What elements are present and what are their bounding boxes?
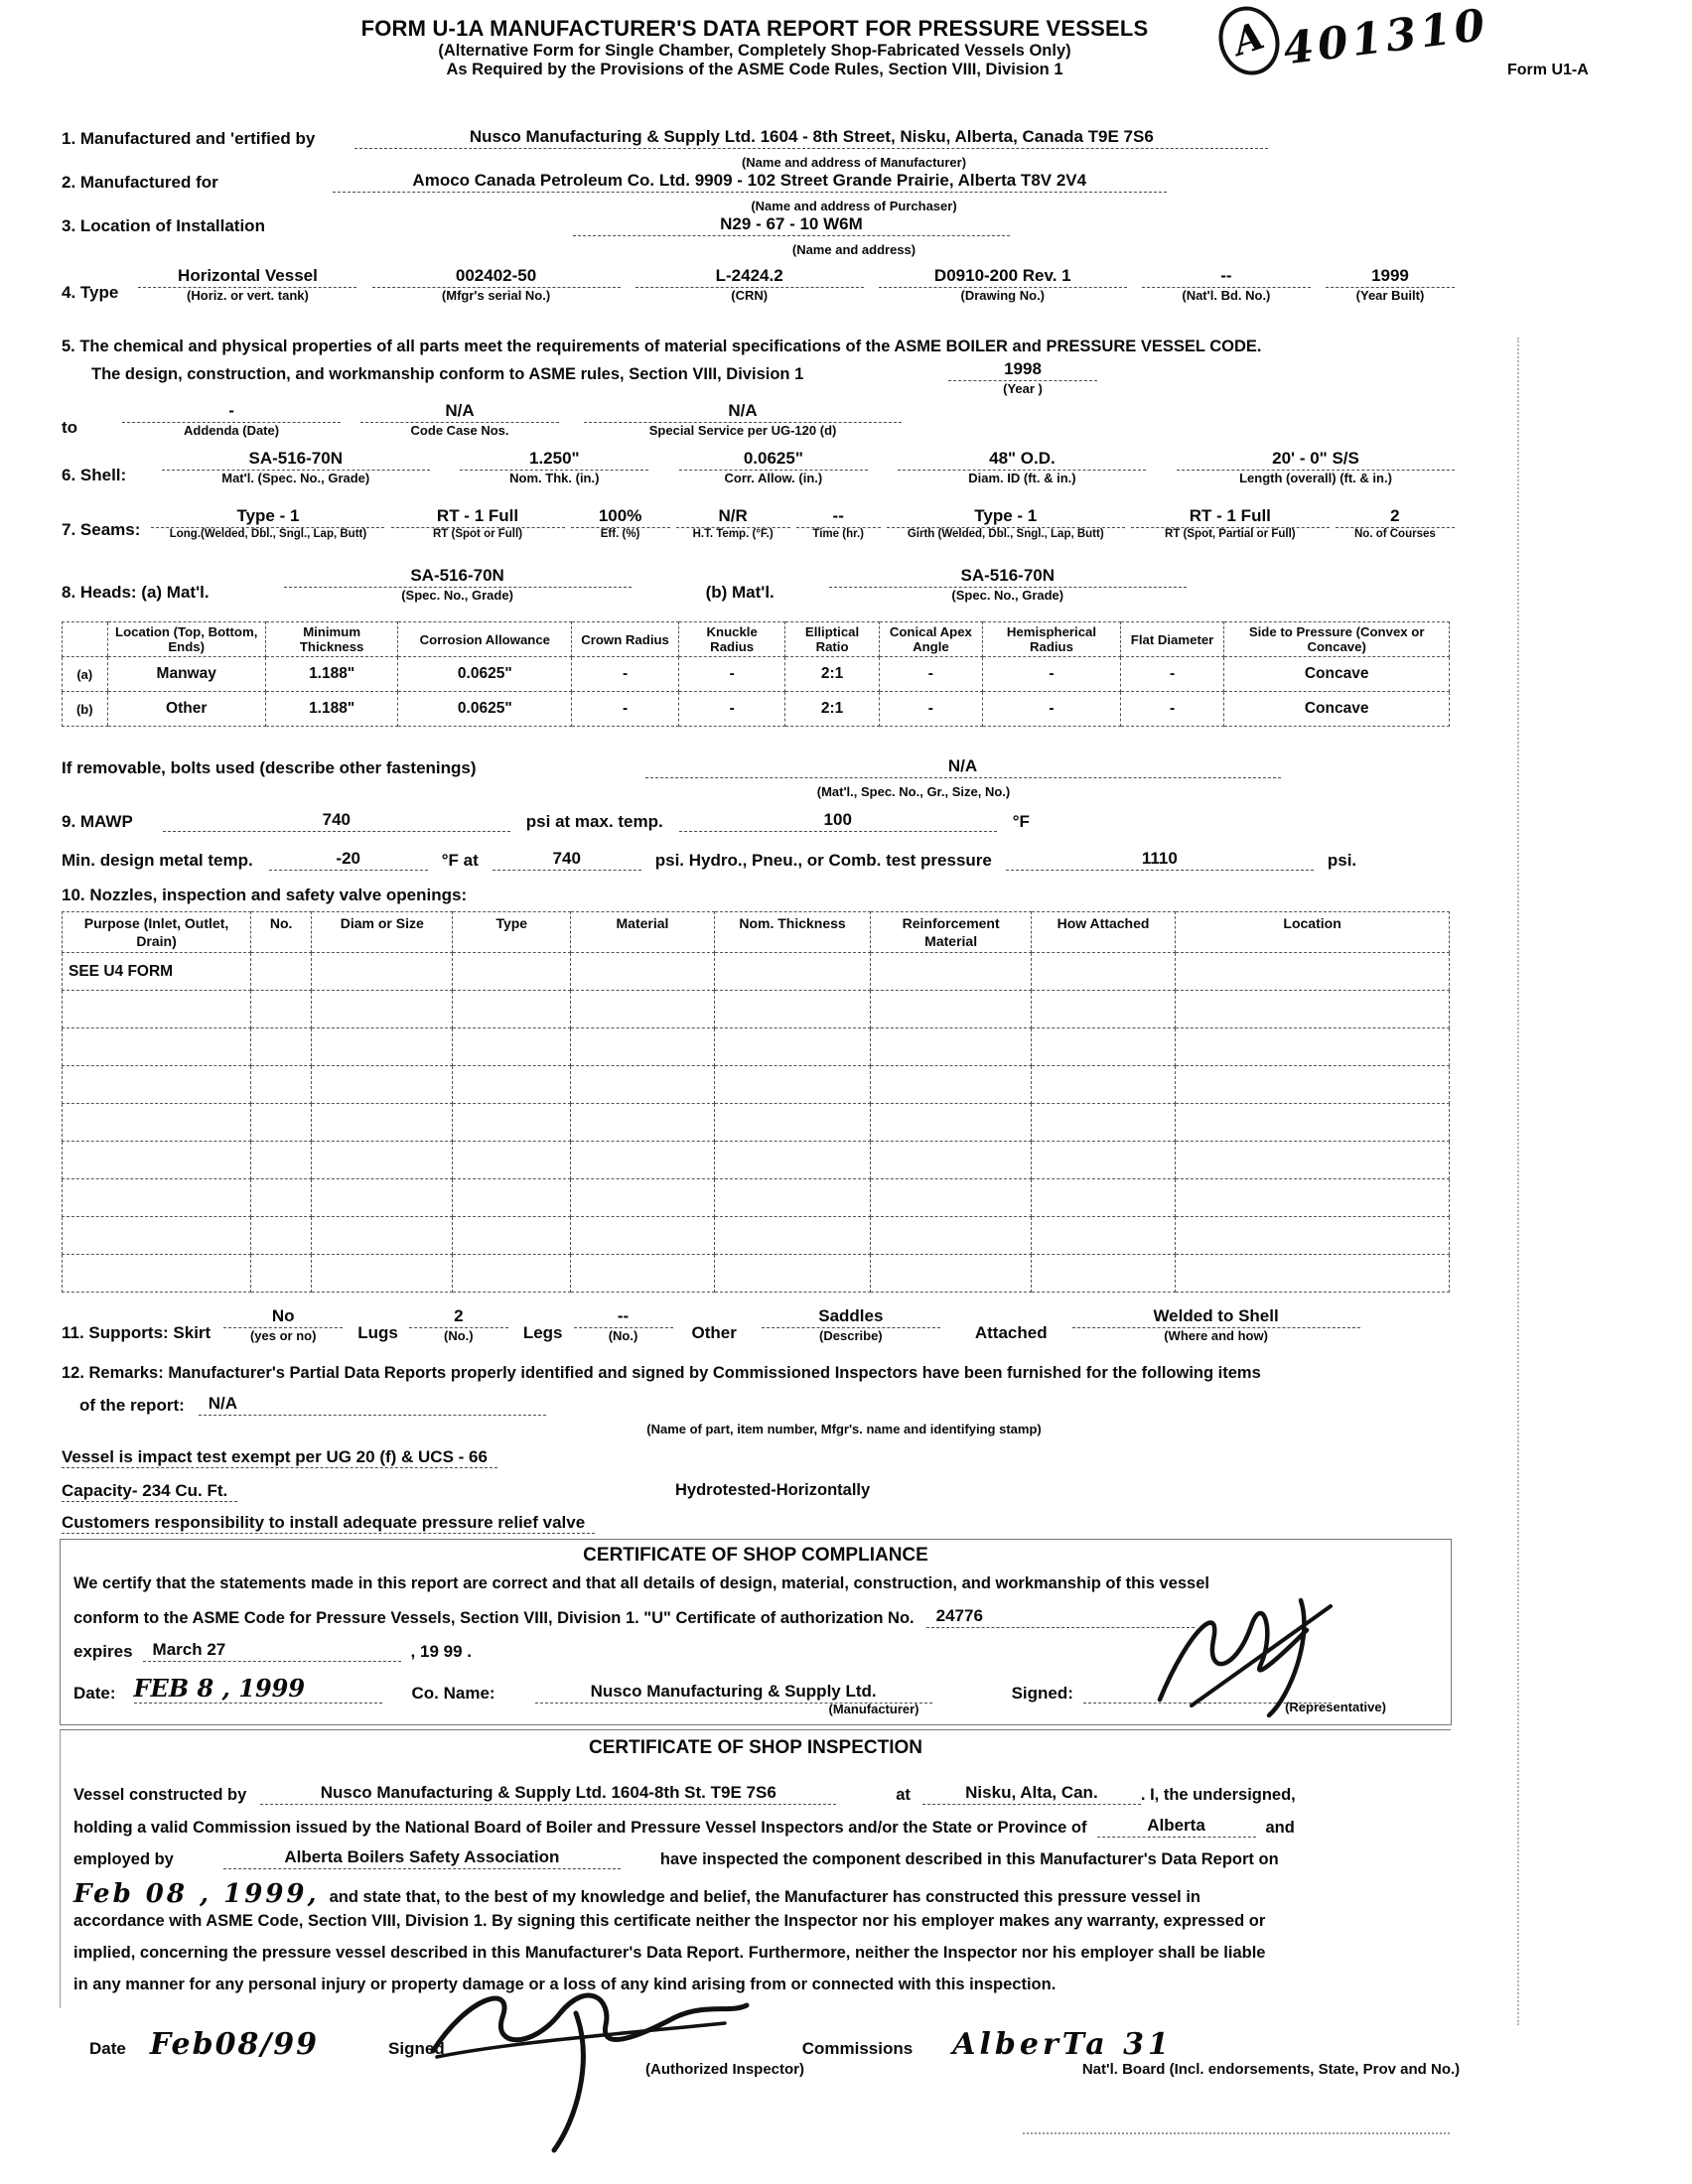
nozzle-empty-cell bbox=[1031, 1142, 1175, 1179]
nozzle-empty-cell bbox=[453, 1066, 571, 1104]
nozzle-empty-cell bbox=[251, 1142, 312, 1179]
nozzle-empty-cell bbox=[453, 1028, 571, 1066]
nozzle-empty-cell bbox=[63, 1217, 251, 1255]
item12-caption: (Name of part, item number, Mfgr's. name and identifying stamp) bbox=[646, 1422, 1042, 1436]
supports-lugs: 2 (No.) bbox=[414, 1306, 503, 1343]
nozzle-empty-cell bbox=[571, 1255, 714, 1293]
employed-by-label: employed by bbox=[73, 1850, 174, 1868]
nozzle-empty-cell bbox=[63, 1179, 251, 1217]
nozzle-empty-cell bbox=[1176, 1255, 1450, 1293]
nozzle-empty-cell bbox=[714, 1179, 871, 1217]
item9-row1 bbox=[62, 810, 1450, 832]
nozzle-empty-cell bbox=[63, 1066, 251, 1104]
item5-line3 bbox=[62, 401, 935, 438]
nozzle-empty-cell bbox=[1031, 1066, 1175, 1104]
nozzle-empty-cell bbox=[312, 1104, 453, 1142]
nozzle-empty-cell bbox=[1031, 1179, 1175, 1217]
constructed-by-label: Vessel constructed by bbox=[73, 1786, 247, 1804]
expires-label: expires bbox=[73, 1642, 133, 1661]
compliance-title: CERTIFICATE OF SHOP COMPLIANCE bbox=[583, 1545, 928, 1566]
state-that-text: and state that, to the best of my knowledge and belief, the Manufacturer has constructed this pressure vessel in bbox=[329, 1888, 1201, 1906]
item6-row bbox=[62, 449, 1450, 485]
nozzle-row-9 bbox=[63, 1255, 1450, 1293]
item6-length: 20' - 0" S/S Length (overall) (ft. & in.) bbox=[1182, 449, 1450, 485]
inspection-line6: implied, concerning the pressure vessel described in this Manufacturer's Data Report. Furthermore, neither the Inspector nor his employer shall be liable bbox=[73, 1944, 1266, 1962]
inspection-signed-label: Signed bbox=[388, 2039, 445, 2058]
item6-label: 6. Shell: bbox=[62, 466, 127, 484]
nozzle-empty-cell bbox=[63, 1255, 251, 1293]
nozzle-empty-cell bbox=[312, 1255, 453, 1293]
nozzle-empty-cell bbox=[453, 1217, 571, 1255]
remark-impact: Vessel is impact test exempt per UG 20 (f) & UCS - 66 bbox=[62, 1447, 497, 1467]
item4-drawing: D0910-200 Rev. 1 (Drawing No.) bbox=[884, 266, 1122, 303]
scan-vertical-guide bbox=[1517, 338, 1519, 2025]
nozzle-empty-cell bbox=[63, 991, 251, 1028]
nozzle-empty-cell bbox=[871, 1028, 1032, 1066]
compliance-date-label: Date: bbox=[73, 1684, 116, 1703]
nozzle-empty-cell bbox=[312, 1217, 453, 1255]
nozzle-empty-cell bbox=[453, 1142, 571, 1179]
item8-b: SA-516-70N (Spec. No., Grade) bbox=[834, 566, 1182, 603]
item3-caption: (Name and address) bbox=[791, 242, 916, 257]
stamp-circled-letter: A bbox=[1210, 0, 1289, 83]
nozzles-table bbox=[62, 911, 1450, 1293]
nozzle-empty-cell bbox=[63, 1028, 251, 1066]
nozzle-empty-cell bbox=[1031, 991, 1175, 1028]
nozzle-row-3 bbox=[63, 1028, 1450, 1066]
test-pressure-value: 1110 bbox=[1006, 849, 1314, 871]
mawp-unit: °F bbox=[1012, 812, 1030, 831]
compliance-signature bbox=[1152, 1588, 1380, 1717]
nozzle-empty-cell bbox=[251, 1217, 312, 1255]
inspection-title: CERTIFICATE OF SHOP INSPECTION bbox=[588, 1737, 923, 1758]
nozzle-empty-cell bbox=[871, 991, 1032, 1028]
commissions-value: AlberTa 31 bbox=[952, 2027, 1173, 2062]
undersigned-text: . I, the undersigned, bbox=[1140, 1786, 1296, 1804]
item5-special: N/A Special Service per UG-120 (d) bbox=[579, 401, 907, 438]
mawp-mid: psi at max. temp. bbox=[525, 812, 663, 831]
commission-text: holding a valid Commission issued by the National Board of Boiler and Pressure Vessel Inspectors and/or the State or Province of bbox=[73, 1819, 1087, 1837]
nozzle-empty-cell bbox=[1176, 1179, 1450, 1217]
nozzle-empty-cell bbox=[871, 1255, 1032, 1293]
nozzle-row-5 bbox=[63, 1104, 1450, 1142]
nozzle-empty-cell bbox=[251, 1066, 312, 1104]
inspection-line3 bbox=[73, 1847, 1450, 1869]
nozzle-empty-cell bbox=[571, 1028, 714, 1066]
form-subtitle-1: (Alternative Form for Single Chamber, Completely Shop-Fabricated Vessels Only) bbox=[438, 42, 1071, 60]
item7-rt2: RT - 1 Full RT (Spot, Partial or Full) bbox=[1136, 506, 1325, 540]
nozzle-empty-cell bbox=[1031, 1217, 1175, 1255]
item4-label: 4. Type bbox=[62, 283, 119, 302]
nozzle-empty-cell bbox=[1031, 1255, 1175, 1293]
nozzle-empty-cell bbox=[714, 1028, 871, 1066]
item2-value: Amoco Canada Petroleum Co. Ltd. 9909 - 102 Street Grande Prairie, Alberta T8V 2V4 bbox=[333, 171, 1167, 193]
at-value: Nisku, Alta, Can. bbox=[922, 1783, 1141, 1805]
mdmt-value: -20 bbox=[269, 849, 428, 871]
nozzle-empty-cell bbox=[63, 1142, 251, 1179]
item7-label: 7. Seams: bbox=[62, 520, 141, 539]
heads-row-a: (a) Manway 1.188" 0.0625" - - 2:1 - - - Concave bbox=[63, 657, 1450, 692]
item5-line1: 5. The chemical and physical properties of all parts meet the requirements of material specifications of the ASME BOILER and PRESSURE VESSEL CODE. bbox=[62, 338, 1262, 355]
other-label: Other bbox=[691, 1323, 737, 1342]
representative-caption: (Representative) bbox=[1285, 1700, 1386, 1714]
item10-label: 10. Nozzles, inspection and safety valve openings: bbox=[62, 886, 468, 904]
remark-capacity: Capacity- 234 Cu. Ft. bbox=[62, 1481, 237, 1501]
nozzle-empty-cell bbox=[714, 1142, 871, 1179]
nozzle-empty-cell bbox=[453, 1179, 571, 1217]
nozzle-empty-cell bbox=[571, 991, 714, 1028]
remark-relief-valve: Customers responsibility to install adequate pressure relief valve bbox=[62, 1513, 595, 1533]
max-temp-value: 100 bbox=[679, 810, 997, 832]
commissions-label: Commissions bbox=[801, 2039, 914, 2058]
nozzle-empty-cell bbox=[312, 1028, 453, 1066]
nozzle-empty-cell bbox=[871, 1179, 1032, 1217]
item5-year: 1998 (Year ) bbox=[943, 359, 1102, 396]
nozzle-empty-cell bbox=[251, 1104, 312, 1142]
nozzles-body bbox=[63, 953, 1450, 1293]
inspection-line7: in any manner for any personal injury or property damage or a loss of any kind arising from or connected with this inspection. bbox=[73, 1976, 1057, 1993]
nozzle-empty-cell bbox=[312, 1066, 453, 1104]
inspection-footer bbox=[89, 2027, 1450, 2062]
mawp-label: 9. MAWP bbox=[62, 812, 133, 831]
item12-line2 bbox=[62, 1394, 1450, 1416]
supports-attached: Welded to Shell (Where and how) bbox=[1077, 1306, 1355, 1343]
nozzle-empty-cell bbox=[1176, 1028, 1450, 1066]
inspection-date-handwritten: Feb 08 , 1999, bbox=[73, 1879, 320, 1909]
inspection-line4 bbox=[73, 1879, 1450, 1909]
nozzle-empty-cell bbox=[1176, 1217, 1450, 1255]
item5-to-label: to bbox=[62, 418, 78, 437]
nozzle-empty-cell bbox=[714, 1066, 871, 1104]
item5-line2-wrap bbox=[91, 365, 803, 384]
item7-girth: Type - 1 Girth (Welded, Dbl., Sngl., Lap, Butt) bbox=[892, 506, 1120, 540]
manufacturer-caption: (Manufacturer) bbox=[828, 1702, 919, 1716]
item11-row bbox=[62, 1306, 1450, 1343]
item7-ht: N/R H.T. Temp. (°F.) bbox=[681, 506, 785, 540]
removable-caption: (Mat'l., Spec. No., Gr., Size, No.) bbox=[816, 784, 1011, 799]
item8-a: SA-516-70N (Spec. No., Grade) bbox=[289, 566, 627, 603]
inspection-date-label: Date bbox=[89, 2039, 126, 2058]
form-title: FORM U-1A MANUFACTURER'S DATA REPORT FOR PRESSURE VESSELS bbox=[360, 16, 1149, 41]
nozzle-empty-cell bbox=[312, 1179, 453, 1217]
item1-row bbox=[62, 127, 1450, 149]
nozzle-empty-cell bbox=[571, 1142, 714, 1179]
nozzle-empty-cell bbox=[571, 1179, 714, 1217]
nozzle-row-7 bbox=[63, 1179, 1450, 1217]
supports-other: Saddles (Describe) bbox=[767, 1306, 935, 1343]
attached-label: Attached bbox=[974, 1323, 1048, 1342]
employed-by-value: Alberta Boilers Safety Association bbox=[223, 1847, 621, 1869]
inspection-line5: accordance with ASME Code, Section VIII, Division 1. By signing this certificate neither the Inspector nor his employer makes any warranty, expressed or bbox=[73, 1912, 1266, 1930]
nozzle-empty-cell bbox=[1176, 1142, 1450, 1179]
handwritten-stamp bbox=[1219, 0, 1492, 75]
compliance-date-value: FEB 8 , 1999 bbox=[134, 1674, 382, 1704]
item7-rt1: RT - 1 Full RT (Spot or Full) bbox=[396, 506, 560, 540]
item9-row2 bbox=[62, 849, 1450, 871]
authorized-inspector-caption: (Authorized Inspector) bbox=[645, 2061, 804, 2078]
nozzle-empty-cell bbox=[251, 1255, 312, 1293]
item3-label: 3. Location of Installation bbox=[62, 216, 265, 235]
compliance-expires-row bbox=[73, 1640, 967, 1662]
item4-crn: L-2424.2 (CRN) bbox=[640, 266, 859, 303]
lugs-label: Lugs bbox=[357, 1323, 398, 1342]
item6-matl: SA-516-70N Mat'l. (Spec. No., Grade) bbox=[167, 449, 425, 485]
supports-legs: -- (No.) bbox=[579, 1306, 668, 1343]
nozzle-empty-cell bbox=[871, 1104, 1032, 1142]
compliance-body2: conform to the ASME Code for Pressure Vessels, Section VIII, Division 1. "U" Certificate of authorization No. bbox=[73, 1609, 915, 1627]
natl-board-caption: Nat'l. Board (Incl. endorsements, State, Prov and No.) bbox=[1081, 2061, 1461, 2078]
item12-line1: 12. Remarks: Manufacturer's Partial Data Reports properly identified and signed by Commissioned Inspectors have been furnished for the following items bbox=[62, 1364, 1261, 1382]
report-value: N/A bbox=[199, 1394, 546, 1416]
nozzle-empty-cell bbox=[571, 1217, 714, 1255]
heads-table bbox=[62, 621, 1450, 727]
nozzle-purpose: SEE U4 FORM bbox=[63, 953, 251, 991]
nozzle-empty-cell bbox=[714, 1255, 871, 1293]
constructed-by-value: Nusco Manufacturing & Supply Ltd. 1604-8th St. T9E 7S6 bbox=[260, 1783, 836, 1805]
nozzle-row-4 bbox=[63, 1066, 1450, 1104]
item5-line2: The design, construction, and workmanship conform to ASME rules, Section VIII, Division 1 bbox=[91, 365, 804, 383]
item2-row bbox=[62, 171, 1450, 193]
inspection-line2 bbox=[73, 1816, 1450, 1838]
form-header bbox=[159, 16, 1350, 79]
nozzle-empty-cell bbox=[251, 1028, 312, 1066]
authorization-number: 24776 bbox=[926, 1606, 1195, 1628]
item7-eff: 100% Eff. (%) bbox=[576, 506, 665, 540]
form-code: Form U1-A bbox=[1507, 62, 1589, 78]
item8-b-label: (b) Mat'l. bbox=[705, 583, 775, 602]
remark-hydrotested: Hydrotested-Horizontally bbox=[675, 1481, 871, 1499]
item7-time: -- Time (hr.) bbox=[801, 506, 876, 540]
nozzle-empty-cell bbox=[453, 1104, 571, 1142]
item5-addenda: - Addenda (Date) bbox=[122, 401, 341, 438]
expires-year: , 19 99 . bbox=[410, 1642, 472, 1661]
item6-corr: 0.0625" Corr. Allow. (in.) bbox=[684, 449, 863, 485]
nozzle-row-8 bbox=[63, 1217, 1450, 1255]
inspected-text: have inspected the component described in this Manufacturer's Data Report on bbox=[659, 1850, 1279, 1868]
item1-label: 1. Manufactured and 'ertified by bbox=[62, 129, 316, 148]
item7-long: Type - 1 Long.(Welded, Dbl., Sngl., Lap, Butt) bbox=[156, 506, 379, 540]
item5-codecase: N/A Code Case Nos. bbox=[360, 401, 559, 438]
nozzle-empty-cell bbox=[571, 1104, 714, 1142]
scan-bottom-dotted-line bbox=[1023, 2132, 1450, 2134]
and-text: and bbox=[1265, 1819, 1295, 1837]
heads-row-b: (b) Other 1.188" 0.0625" - - 2:1 - - - Concave bbox=[63, 692, 1450, 727]
nozzle-row-2 bbox=[63, 991, 1450, 1028]
test-pressure-label: psi. Hydro., Pneu., or Comb. test pressure bbox=[654, 851, 992, 870]
form-subtitle-2: As Required by the Provisions of the ASME Code Rules, Section VIII, Division 1 bbox=[446, 61, 1063, 78]
nozzle-empty-cell bbox=[251, 991, 312, 1028]
item2-caption: (Name and address of Purchaser) bbox=[751, 199, 957, 213]
item4-type: Horizontal Vessel (Horiz. or vert. tank) bbox=[143, 266, 352, 303]
item3-value: N29 - 67 - 10 W6M bbox=[573, 214, 1010, 236]
nozzle-empty-cell bbox=[453, 991, 571, 1028]
nozzle-empty-cell bbox=[714, 1217, 871, 1255]
legs-label: Legs bbox=[522, 1323, 563, 1342]
expires-month-day: March 27 bbox=[143, 1640, 401, 1662]
nozzle-empty-cell bbox=[571, 1066, 714, 1104]
nozzles-header-row: Purpose (Inlet, Outlet, Drain) No. Diam or Size Type Material Nom. Thickness Reinforcement Material How Attached Location bbox=[63, 912, 1450, 953]
removable-label: If removable, bolts used (describe other fastenings) bbox=[62, 758, 477, 777]
item3-row bbox=[62, 214, 1450, 236]
item4-natl-bd: -- (Nat'l. Bd. No.) bbox=[1147, 266, 1306, 303]
item1-value: Nusco Manufacturing & Supply Ltd. 1604 - 8th Street, Nisku, Alberta, Canada T9E 7S6 bbox=[354, 127, 1268, 149]
item4-row bbox=[62, 266, 1450, 303]
co-name-label: Co. Name: bbox=[411, 1684, 495, 1703]
report-label: of the report: bbox=[79, 1396, 185, 1415]
inspection-line1 bbox=[73, 1783, 1450, 1805]
nozzle-empty-cell bbox=[312, 1142, 453, 1179]
nozzle-empty-cell bbox=[63, 1104, 251, 1142]
nozzle-empty-cell bbox=[1176, 1104, 1450, 1142]
nozzle-empty-cell bbox=[1031, 1104, 1175, 1142]
nozzle-empty-cell bbox=[714, 1104, 871, 1142]
item8-label: 8. Heads: (a) Mat'l. bbox=[62, 583, 210, 602]
province-value: Alberta bbox=[1097, 1816, 1256, 1838]
nozzle-empty-cell bbox=[1176, 991, 1450, 1028]
item2-label: 2. Manufactured for bbox=[62, 173, 218, 192]
item4-year: 1999 (Year Built) bbox=[1331, 266, 1450, 303]
nozzle-empty-cell bbox=[871, 1142, 1032, 1179]
removable-value: N/A bbox=[645, 756, 1281, 778]
inspection-date-value: Feb08/99 bbox=[149, 2027, 320, 2062]
nozzle-empty-cell bbox=[251, 1179, 312, 1217]
compliance-body1: We certify that the statements made in this report are correct and that all details of design, material, construction, and workmanship of this vessel bbox=[73, 1574, 1209, 1592]
nozzle-empty-cell bbox=[1176, 1066, 1450, 1104]
nozzle-row-1 bbox=[63, 953, 1450, 991]
nozzle-empty-cell bbox=[312, 991, 453, 1028]
mdmt-at-value: 740 bbox=[493, 849, 641, 871]
heads-header-row: Location (Top, Bottom, Ends) Minimum Thickness Corrosion Allowance Crown Radius Knuckle Radius Elliptical Ratio Conical Apex Angle Hemispherical Radius Flat Diameter Side to Pressure (Convex or Concave) bbox=[63, 622, 1450, 657]
removable-row bbox=[62, 756, 1450, 778]
at-label: at bbox=[896, 1786, 911, 1804]
nozzle-row-6 bbox=[63, 1142, 1450, 1179]
item6-diam: 48" O.D. Diam. ID (ft. & in.) bbox=[903, 449, 1141, 485]
item6-nomthk: 1.250" Nom. Thk. (in.) bbox=[465, 449, 643, 485]
compliance-signed-label: Signed: bbox=[1011, 1684, 1073, 1703]
nozzle-empty-cell bbox=[453, 1255, 571, 1293]
inspector-signature bbox=[427, 1966, 765, 2154]
nozzle-empty-cell bbox=[1031, 1028, 1175, 1066]
supports-label: 11. Supports: Skirt bbox=[62, 1323, 212, 1342]
item7-row bbox=[62, 506, 1450, 540]
co-name-value: Nusco Manufacturing & Supply Ltd. bbox=[535, 1682, 932, 1704]
item8-row bbox=[62, 566, 1450, 603]
item4-serial: 002402-50 (Mfgr's serial No.) bbox=[377, 266, 616, 303]
nozzle-empty-cell bbox=[871, 1066, 1032, 1104]
nozzle-empty-cell bbox=[871, 1217, 1032, 1255]
mawp-value: 740 bbox=[163, 810, 510, 832]
nozzle-empty-cell bbox=[714, 991, 871, 1028]
mdmt-mid: °F at bbox=[441, 851, 479, 870]
item7-courses: 2 No. of Courses bbox=[1340, 506, 1450, 540]
stamp-number: 401310 bbox=[1280, 0, 1492, 75]
test-pressure-unit: psi. bbox=[1327, 851, 1357, 870]
supports-skirt: No (yes or no) bbox=[228, 1306, 338, 1343]
mdmt-label: Min. design metal temp. bbox=[62, 851, 253, 870]
item1-caption: (Name and address of Manufacturer) bbox=[741, 155, 967, 170]
